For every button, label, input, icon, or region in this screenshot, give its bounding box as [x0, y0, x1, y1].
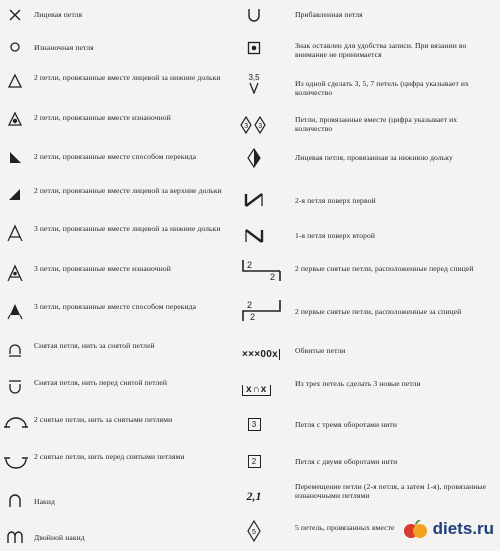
- svg-text:3: 3: [244, 123, 249, 130]
- triangle-legs-dot-icon: [0, 259, 30, 287]
- watermark-text: diets.ru: [432, 519, 494, 538]
- svg-text:3: 3: [258, 123, 263, 130]
- three-into-three-icon: x∩x: [242, 376, 286, 404]
- diamond-pair-icon: [236, 111, 272, 139]
- legend-text: Петли, провязанные вместе (цифра указывает их количество: [295, 115, 458, 133]
- legend-text: 2 первые снятые петли, расположенные за спицей: [295, 307, 462, 316]
- diamond-half-icon: [236, 144, 272, 172]
- legend-text: Снятая петля, нить за снятой петлей: [34, 341, 155, 350]
- watermark-logo[interactable]: [402, 518, 494, 540]
- dot-square-icon: [236, 34, 272, 62]
- svg-text:2: 2: [270, 272, 276, 282]
- right-triangle-left-icon: [0, 143, 30, 171]
- legend-text: Двойной накид: [34, 533, 85, 542]
- cross-over-first-icon: [236, 186, 272, 214]
- v-35-icon: 3,5: [236, 70, 272, 98]
- legend-text: Обвитые петли: [295, 346, 346, 355]
- legend-text: Снятая петля, нить перед снятой петлей: [34, 378, 168, 387]
- cross-over-second-icon: [236, 222, 272, 250]
- legend-text: Изнаночная петля: [34, 43, 94, 52]
- legend-text: 2-я петля поверх первой: [295, 196, 376, 205]
- slip-back-icon: [240, 296, 284, 324]
- legend-text: 3 петли, провязанные вместе лицевой за нижние дольки: [34, 224, 221, 233]
- legend-text: 2 петли, провязанные вместе способом перекида: [34, 152, 197, 161]
- legend-text: Из одной сделать 3, 5, 7 петель (цифра указывает их количество: [295, 79, 469, 97]
- legend-text: Лицевая петля: [34, 10, 83, 19]
- box-3-icon: 3: [236, 410, 272, 438]
- swap-icon: 2,1: [246, 488, 262, 503]
- wrap-icon: ×××00x: [242, 348, 279, 360]
- svg-text:2: 2: [247, 260, 253, 270]
- legend-text: 2 петли, провязанные вместе изнаночной: [34, 113, 171, 122]
- svg-text:2: 2: [250, 312, 256, 322]
- triangle-circle-icon: [0, 105, 30, 133]
- slip-arc-line-top-icon: [0, 372, 30, 400]
- legend-text: Прибавленная петля: [295, 10, 363, 19]
- box-2-icon: 2: [236, 447, 272, 475]
- legend-text: Петля с тремя оборотами нити: [295, 420, 398, 429]
- legend-text: 2 первые снятые петли, расположенные перед спицей: [295, 264, 474, 273]
- cross-icon: [0, 1, 30, 29]
- legend-text: Из трех петель сделать 3 новые петли: [295, 379, 421, 388]
- double-arch-icon: [0, 523, 30, 551]
- wide-arc-line-icon: [0, 410, 32, 438]
- diamond-five-icon: [236, 517, 272, 545]
- wide-arc-smile-icon: [0, 448, 32, 476]
- legend-text: 2 петли, провязанные вместе лицевой за нижние дольки: [34, 73, 221, 82]
- legend-text: Перемещение петли (2-я петля, а затем 1-я), провязанные изнаночными петлями: [295, 482, 487, 500]
- legend-text: Накид: [34, 497, 55, 506]
- cup-icon: [236, 1, 272, 29]
- arch-icon: [0, 487, 30, 515]
- legend-text: 1-я петля поверх второй: [295, 231, 376, 240]
- triangle-icon: [0, 67, 30, 95]
- fruit-icon: [402, 518, 430, 540]
- legend-text: Петля с двумя оборотами нити: [295, 457, 398, 466]
- legend-text: 2 снятые петли, нить за снятыми петлями: [34, 415, 173, 424]
- diamond-five-label: 5: [252, 529, 256, 536]
- right-triangle-right-icon: [0, 180, 30, 208]
- triangle-legs-filled-icon: [0, 297, 30, 325]
- slip-front-icon: [240, 256, 284, 284]
- legend-text: 3 петли, провязанные вместе способом перекида: [34, 302, 197, 311]
- legend-text: 2 петли, провязанные вместе лицевой за верхние дольки: [34, 186, 222, 195]
- legend-text: 2 снятые петли, нить перед снятыми петлями: [34, 452, 185, 461]
- legend-text: 3 петли, провязанные вместе изнаночной: [34, 264, 171, 273]
- circle-icon: [0, 33, 30, 61]
- svg-text:2: 2: [247, 300, 253, 310]
- legend-text: Знак оставлен для удобства записи. При вязании во внимание не принимается: [295, 41, 467, 59]
- legend-text: 5 петель, провязанных вместе: [295, 523, 395, 532]
- slip-arc-line-icon: [0, 337, 30, 365]
- triangle-legs-icon: [0, 219, 30, 247]
- legend-text: Лицевая петля, провязанная за нижнюю дольку: [295, 153, 453, 162]
